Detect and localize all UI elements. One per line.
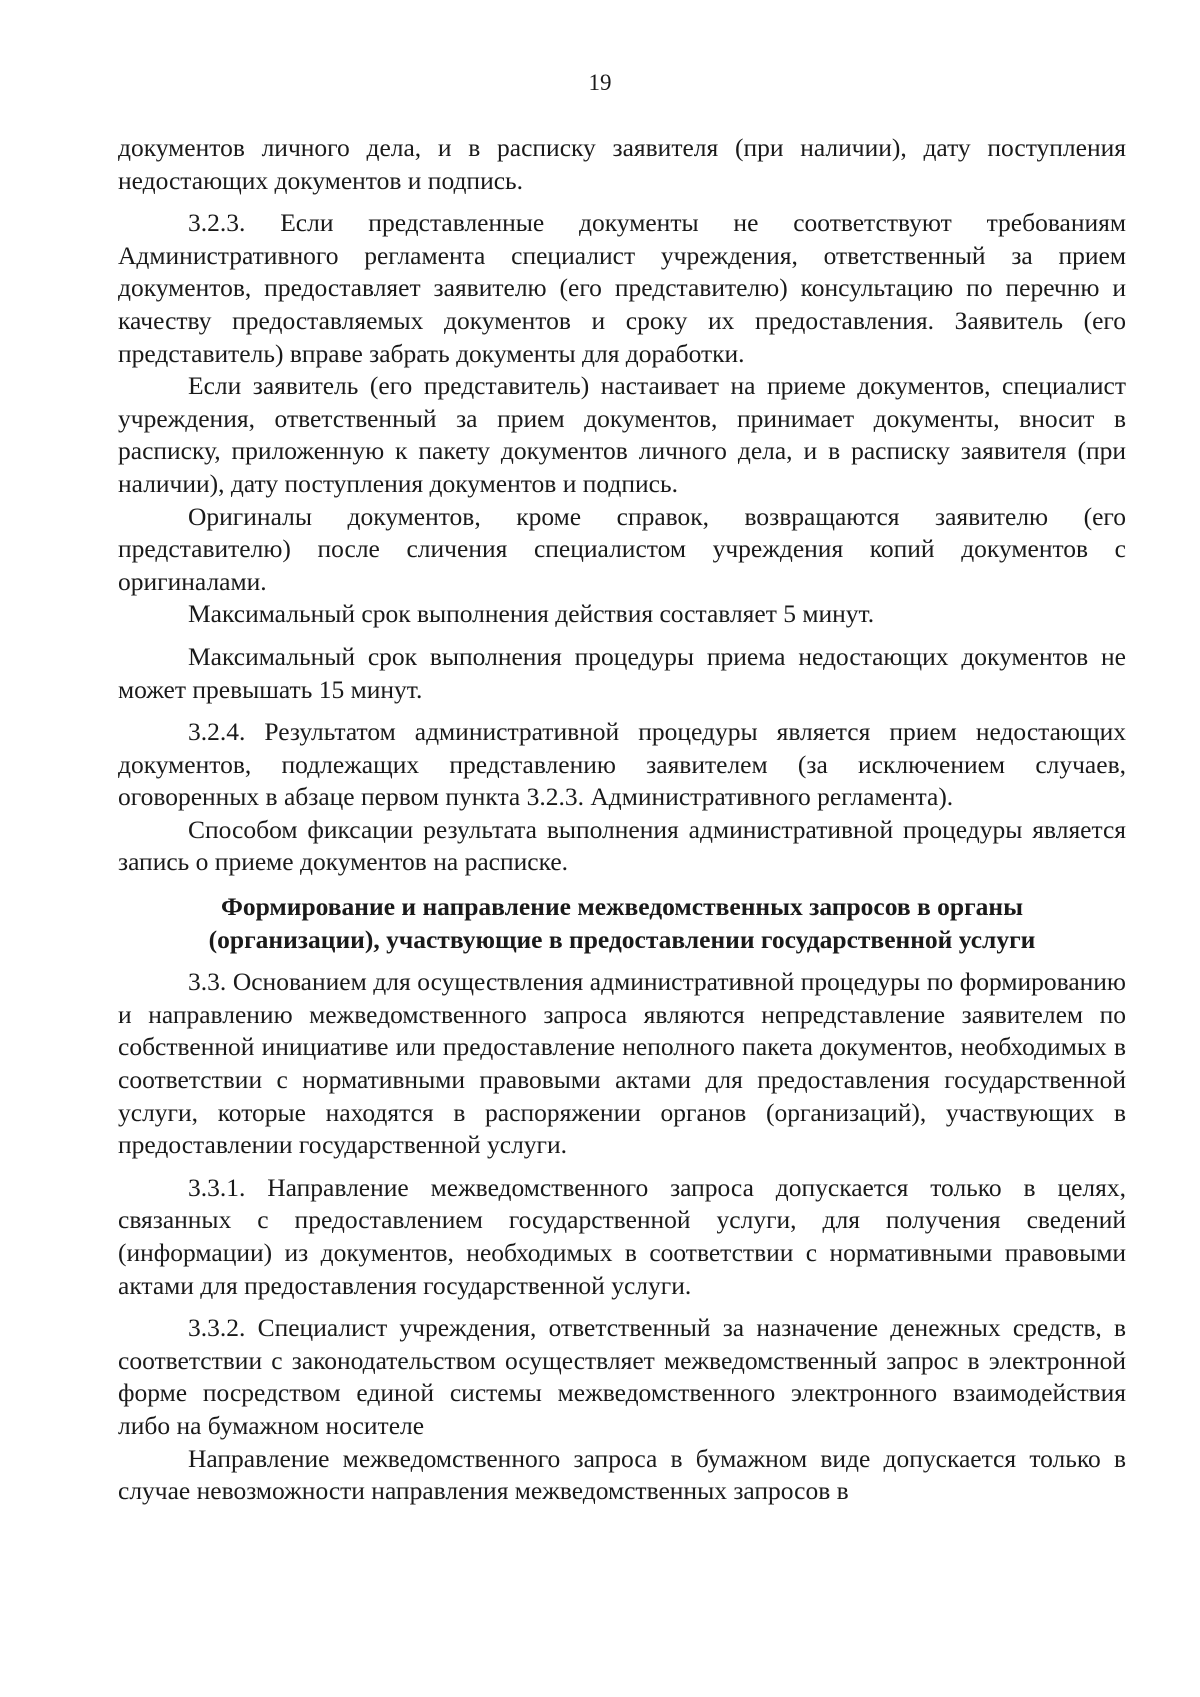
paragraph-continuation: документов личного дела, и в расписку заявителя (при наличии), дату поступления недостающих документов и подпись. xyxy=(118,133,1126,195)
document-body xyxy=(118,132,1126,1508)
paragraph-insist: Если заявитель (его представитель) настаивает на приеме документов, специалист учреждения, ответственный за прием документов, принимает документы, вносит в расписку, приложенную к пакету документов личного дела, и в расписку заявителя (при наличии), дату поступления документов и подпись. xyxy=(118,371,1126,498)
paragraph-max-procedure-time: Максимальный срок выполнения процедуры приема недостающих документов не может превышать 15 минут. xyxy=(118,641,1126,704)
paragraph-originals: Оригиналы документов, кроме справок, возвращаются заявителю (его представителю) после сличения специалистом учреждения копий документов с оригиналами. xyxy=(118,501,1126,596)
page-number: 19 xyxy=(588,70,612,95)
paragraph-fixation: Способом фиксации результата выполнения административной процедуры является запись о приеме документов на расписке. xyxy=(118,814,1126,877)
section-heading-line-1: Формирование и направление межведомственных запросов в органы xyxy=(220,892,1024,922)
paragraph-paper-request: Направление межведомственного запроса в бумажном виде допускается только в случае невозможности направления межведомственных запросов в xyxy=(118,1443,1126,1506)
paragraph-3-3-2: 3.3.2. Специалист учреждения, ответственный за назначение денежных средств, в соответствии с законодательством осуществляет межведомственный запрос в электронной форме посредством единой системы межведомственного электронного взаимодействия либо на бумажном носителе xyxy=(118,1313,1126,1440)
paragraph-3-3: 3.3. Основанием для осуществления административной процедуры по формированию и направлению межведомственного запроса являются непредставление заявителем по собственной инициативе или предоставление неполного пакета документов, необходимых в соответствии с нормативными правовыми актами для предоставления государственной услуги, которые находятся в распоряжении органов (организаций), участвующих в предоставлении государственной услуги. xyxy=(118,967,1126,1160)
paragraph-max-action-time: Максимальный срок выполнения действия составляет 5 минут. xyxy=(188,599,875,629)
paragraph-3-2-4: 3.2.4. Результатом административной процедуры является прием недостающих документов, подлежащих представлению заявителем (за исключением случаев, оговоренных в абзаце первом пункта 3.2.3. Административного регламента). xyxy=(118,717,1126,812)
section-heading-line-2: (организации), участвующие в предоставлении государственной услуги xyxy=(208,924,1036,954)
paragraph-3-2-3: 3.2.3. Если представленные документы не соответствуют требованиям Административного регламента специалист учреждения, ответственный за прием документов, предоставляет заявителю (его представителю) консультацию по перечню и качеству предоставляемых документов и сроку их предоставления. Заявитель (его представитель) вправе забрать документы для доработки. xyxy=(118,208,1126,368)
section-heading xyxy=(118,891,1126,956)
paragraph-3-3-1: 3.3.1. Направление межведомственного запроса допускается только в целях, связанных с предоставлением государственной услуги, для получения сведений (информации) из документов, необходимых в соответствии с нормативными правовыми актами для предоставления государственной услуги. xyxy=(118,1172,1126,1300)
